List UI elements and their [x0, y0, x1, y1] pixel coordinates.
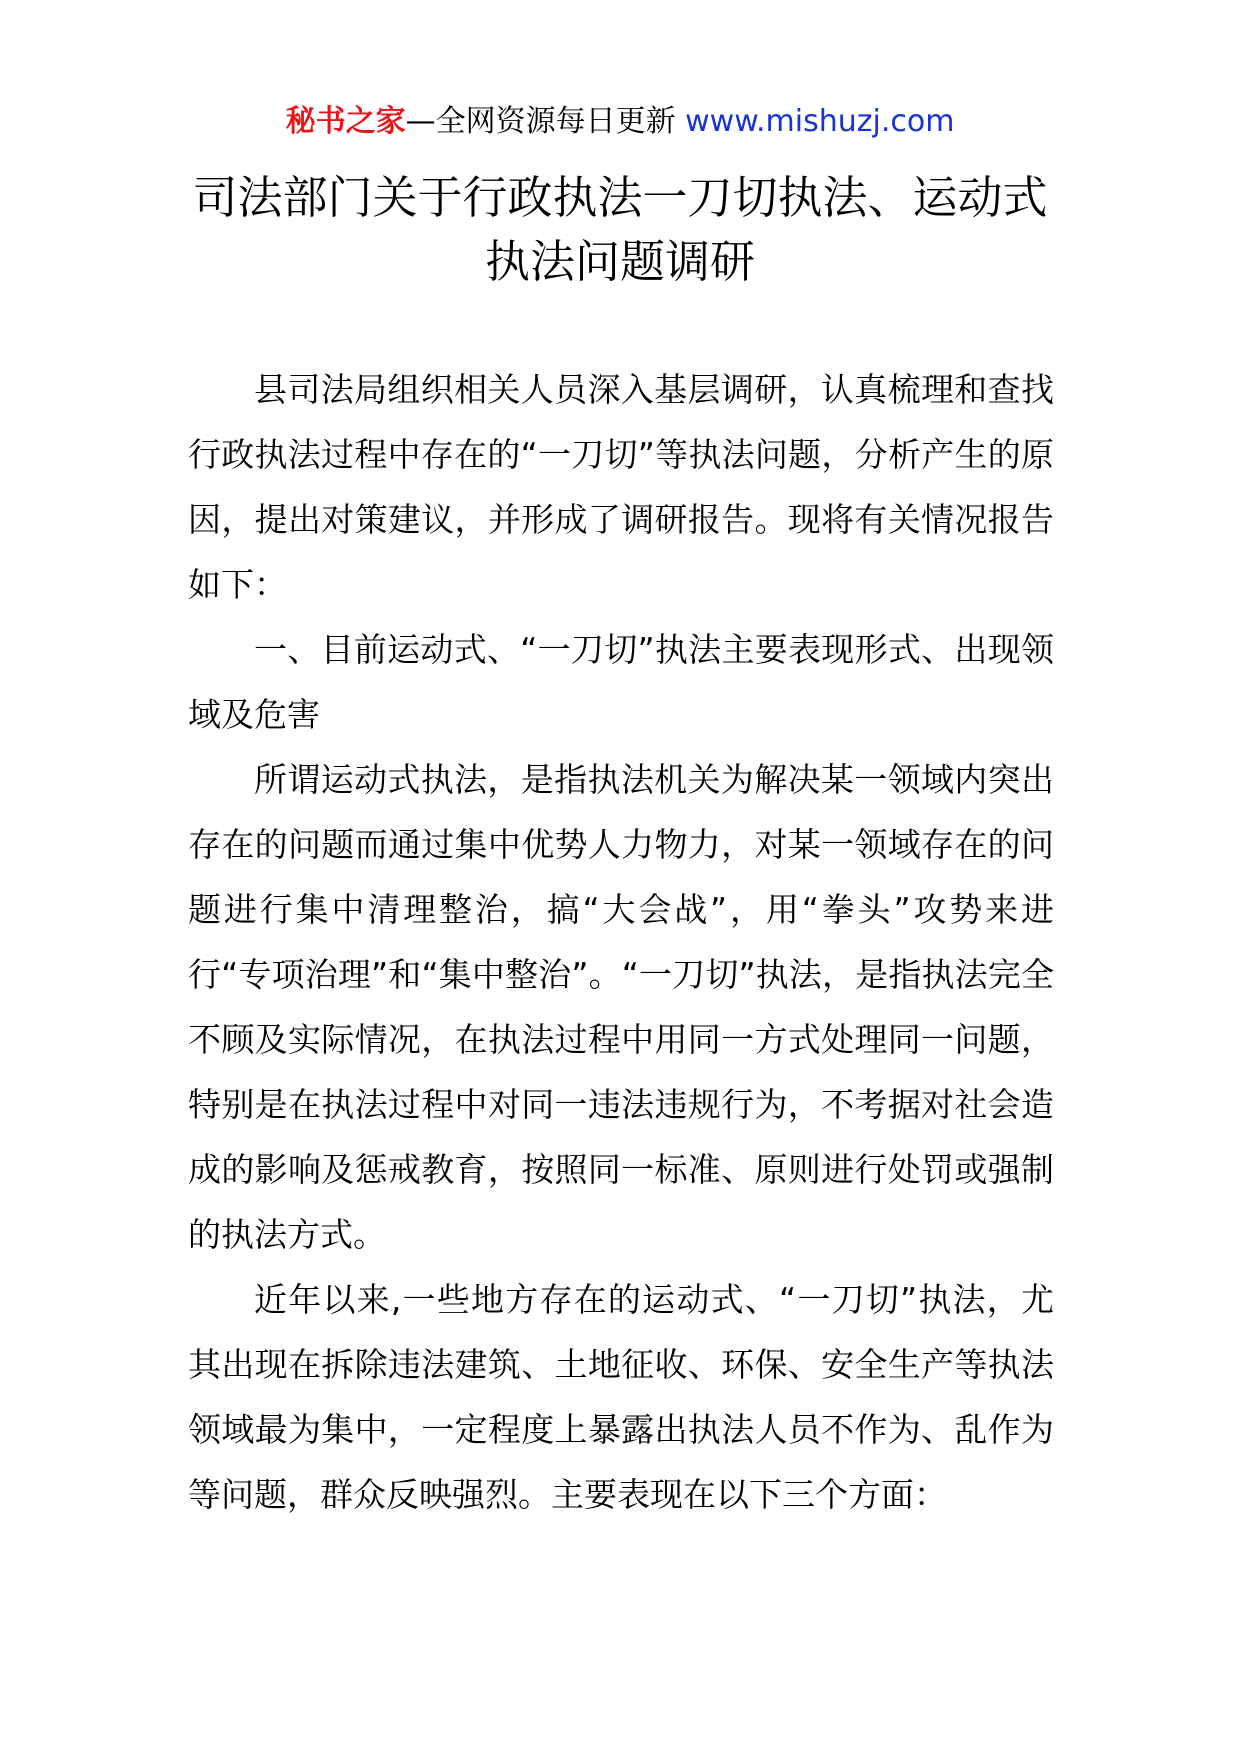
site-header	[0, 102, 1240, 142]
site-url-link[interactable]: www.mishuzj.com	[685, 104, 955, 139]
section-heading-1: 一、目前运动式、“一刀切”执法主要表现形式、出现领域及危害	[188, 630, 1054, 734]
document-body	[188, 357, 1054, 1527]
paragraph-definition: 所谓运动式执法，是指执法机关为解决某一领域内突出存在的问题而通过集中优势人力物力，对某一领域存在的问题进行集中清理整治，搞“大会战”，用“拳头”攻势来进行“专项治理”和“集中整治”。“一刀切”执法，是指执法完全不顾及实际情况，在执法过程中用同一方式处理同一问题，特别是在执法过程中对同一违法违规行为，不考据对社会造成的影响及惩戒教育，按照同一标准、原则进行处罚或强制的执法方式。	[188, 760, 1054, 1254]
site-slogan: —全网资源每日更新	[405, 104, 686, 139]
paragraph-recent: 近年以来,一些地方存在的运动式、“一刀切”执法，尤其出现在拆除违法建筑、土地征收、环保、安全生产等执法领域最为集中，一定程度上暴露出执法人员不作为、乱作为等问题，群众反映强烈。主要表现在以下三个方面：	[188, 1280, 1054, 1514]
document-title: 司法部门关于行政执法一刀切执法、运动式执法问题调研	[192, 171, 1048, 288]
site-brand: 秘书之家	[285, 104, 406, 139]
paragraph-intro: 县司法局组织相关人员深入基层调研，认真梳理和查找行政执法过程中存在的“一刀切”等执法问题，分析产生的原因，提出对策建议，并形成了调研报告。现将有关情况报告如下：	[188, 370, 1054, 604]
